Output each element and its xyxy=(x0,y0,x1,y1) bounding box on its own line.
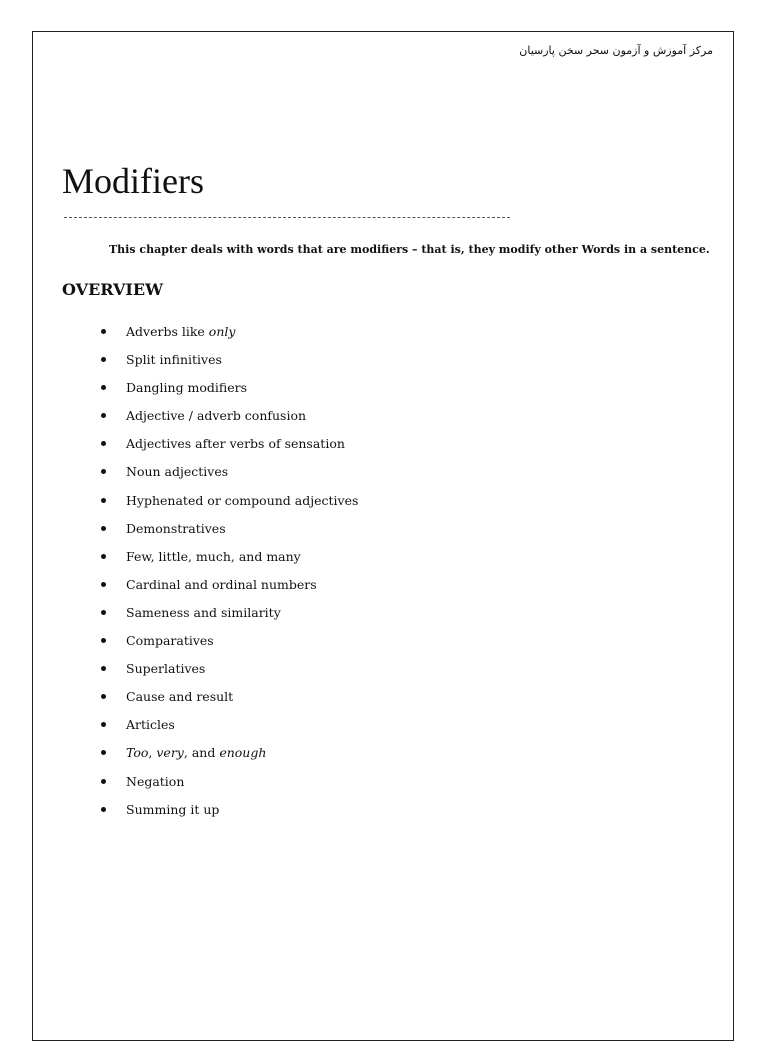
topic-text: Noun adjectives xyxy=(126,464,229,480)
topic-list-item xyxy=(101,743,358,771)
topic-list-item xyxy=(101,547,358,575)
bullet-icon xyxy=(101,498,106,503)
chapter-title: Modifiers xyxy=(62,161,204,201)
topic-list-item xyxy=(101,603,358,631)
topic-text: , and xyxy=(183,745,220,761)
topic-list-item xyxy=(101,519,358,547)
bullet-icon xyxy=(101,666,106,671)
bullet-icon xyxy=(101,329,106,334)
topic-text: Demonstratives xyxy=(126,520,226,536)
bullet-icon xyxy=(101,779,106,784)
topic-text: enough xyxy=(219,745,267,761)
topic-text: Negation xyxy=(126,773,185,789)
bullet-icon xyxy=(101,750,106,755)
topic-list-item xyxy=(101,631,358,659)
bullet-icon xyxy=(101,413,106,418)
topic-text: Sameness and similarity xyxy=(126,604,281,620)
topic-text: Few, little, much, and many xyxy=(126,548,301,564)
topic-list-item xyxy=(101,406,358,434)
topic-list-item xyxy=(101,687,358,715)
topic-list-item xyxy=(101,772,358,800)
topic-list-item xyxy=(101,800,358,828)
bullet-icon xyxy=(101,554,106,559)
bullet-icon xyxy=(101,526,106,531)
bullet-icon xyxy=(101,610,106,615)
topic-text: Dangling modifiers xyxy=(126,380,248,396)
topic-text: Adjective / adverb confusion xyxy=(126,408,307,424)
topic-text: very xyxy=(156,745,184,761)
topic-text: only xyxy=(208,324,236,339)
bullet-icon xyxy=(101,694,106,699)
topic-list xyxy=(101,322,358,828)
topic-text: Too xyxy=(126,745,149,761)
bullet-icon xyxy=(101,385,106,390)
topic-text: Cause and result xyxy=(126,689,234,705)
document-page xyxy=(32,31,734,1041)
bullet-icon xyxy=(101,582,106,587)
topic-list-item xyxy=(101,659,358,687)
topic-text: Split infinitives xyxy=(126,352,222,368)
topic-list-item xyxy=(101,575,358,603)
topic-list-item xyxy=(101,378,358,406)
bullet-icon xyxy=(101,722,106,727)
topic-list-item xyxy=(101,350,358,378)
topic-text: Hyphenated or compound adjectives xyxy=(126,492,359,508)
bullet-icon xyxy=(101,357,106,362)
bullet-icon xyxy=(101,469,106,474)
title-divider xyxy=(64,217,510,218)
topic-text: Comparatives xyxy=(126,633,214,649)
topic-text: Summing it up xyxy=(126,801,220,817)
topic-text: Superlatives xyxy=(126,661,206,677)
topic-list-item xyxy=(101,434,358,462)
topic-list-item xyxy=(101,322,358,350)
topic-list-item xyxy=(101,491,358,519)
bullet-icon xyxy=(101,638,106,643)
topic-text: , xyxy=(148,745,157,761)
topic-list-item xyxy=(101,715,358,743)
topic-text: Articles xyxy=(126,717,175,733)
topic-text: Adverbs like xyxy=(126,324,209,339)
topic-text: Cardinal and ordinal numbers xyxy=(126,576,317,592)
bullet-icon xyxy=(101,807,106,812)
institute-header: مرکز آموزش و آزمون سحر سخن پارسیان xyxy=(519,44,713,57)
topic-list-item xyxy=(101,462,358,490)
bullet-icon xyxy=(101,441,106,446)
topic-text: Adjectives after verbs of sensation xyxy=(126,436,345,452)
chapter-intro: This chapter deals with words that are modifiers – that is, they modify other Words in a sentence. xyxy=(109,243,710,256)
overview-heading: OVERVIEW xyxy=(62,280,164,299)
